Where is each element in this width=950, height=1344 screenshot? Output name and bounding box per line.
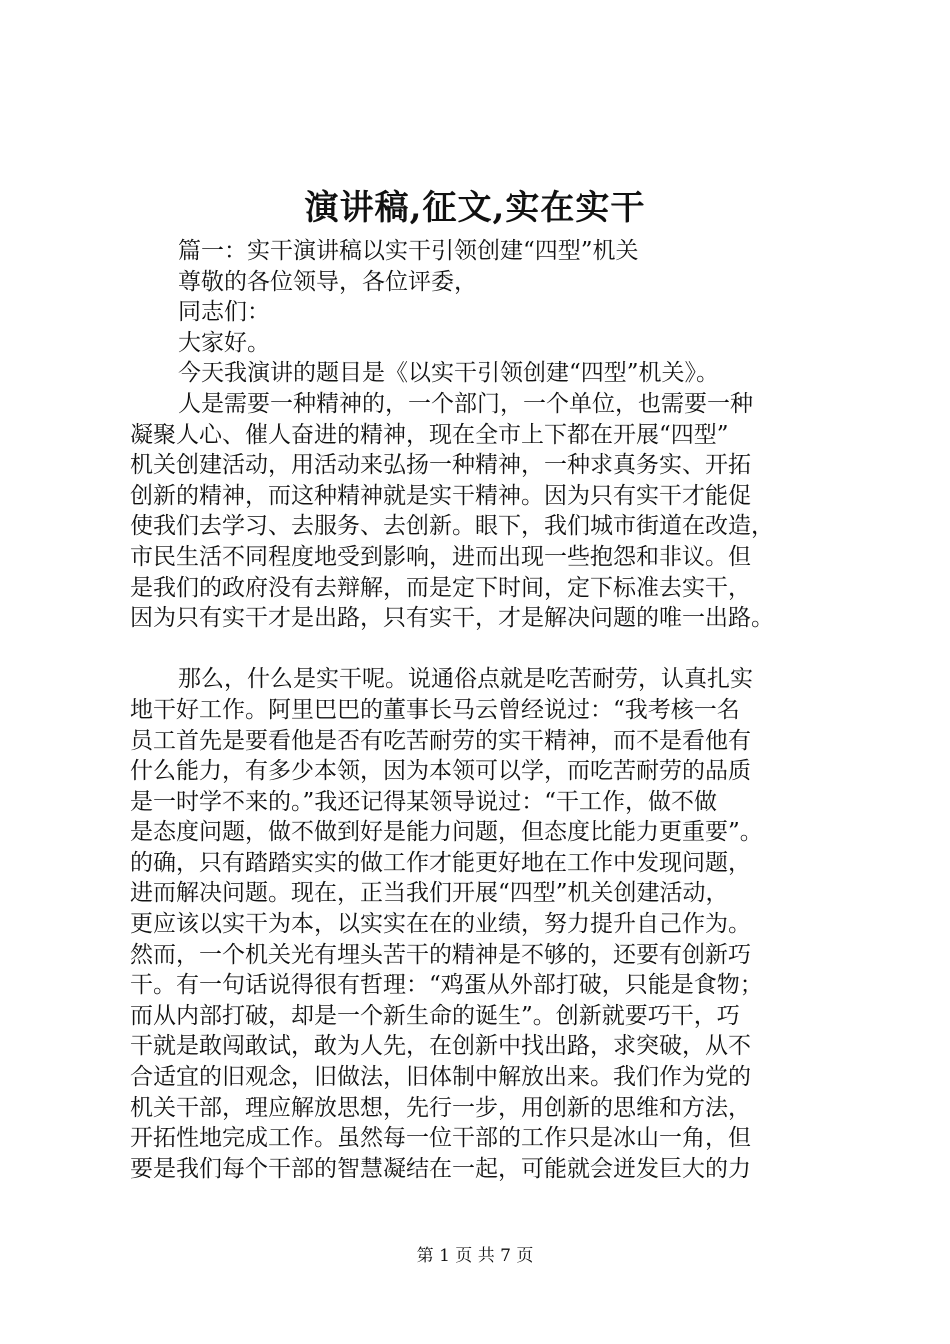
paragraph-gap (130, 634, 850, 665)
paragraph-line: 人是需要一种精神的，一个部门，一个单位，也需要一种 (178, 390, 753, 417)
paragraph-line: 机关创建活动，用活动来弘扬一种精神，一种求真务实、开拓 (130, 452, 751, 479)
paragraph-line: 使我们去学习、去服务、去创新。眼下，我们城市街道在改造， (130, 513, 774, 540)
salutation-line: 同志们： (178, 299, 270, 326)
paragraph-line: 市民生活不同程度地受到影响，进而出现一些抱怨和非议。但 (130, 543, 751, 570)
paragraph-line: 那么，什么是实干呢。说通俗点就是吃苦耐劳，认真扎实 (178, 666, 753, 693)
paragraph-line: 合适宜的旧观念，旧做法，旧体制中解放出来。我们作为党的 (130, 1064, 751, 1091)
greeting-line: 大家好。 (178, 329, 270, 356)
paragraph-line: 凝聚人心、催人奋进的精神，现在全市上下都在开展“四型” (130, 421, 729, 448)
paragraph-line: 地干好工作。阿里巴巴的董事长马云曾经说过：“我考核一名 (130, 696, 740, 723)
paragraph-line: 然而，一个机关光有埋头苦干的精神是不够的，还要有创新巧 (130, 941, 751, 968)
paragraph-line: 是我们的政府没有去辩解，而是定下时间，定下标准去实干， (130, 574, 751, 601)
paragraph-line: 因为只有实干才是出路，只有实干，才是解决问题的唯一出路。 (130, 605, 774, 632)
paragraph-line: 干。有一句话说得很有哲理：“鸡蛋从外部打破，只能是食物； (130, 972, 763, 999)
paragraph-line: 更应该以实干为本，以实实在在的业绩，努力提升自己作为。 (130, 911, 751, 938)
paragraph-line: 进而解决问题。现在，正当我们开展“四型”机关创建活动， (130, 880, 729, 907)
document-title: 演讲稿,征文,实在实干 (304, 188, 646, 228)
section-heading: 篇一：实干演讲稿以实干引领创建“四型”机关 (178, 238, 639, 264)
paragraph-line: 员工首先是要看他是否有吃苦耐劳的实干精神，而不是看他有 (130, 727, 751, 754)
paragraph-line: 干就是敢闯敢试，敢为人先，在创新中找出路，求突破，从不 (130, 1033, 751, 1060)
paragraph-line: 而从内部打破，却是一个新生命的诞生”。创新就要巧干，巧 (130, 1002, 740, 1029)
paragraph-line: 什么能力，有多少本领，因为本领可以学，而吃苦耐劳的品质 (130, 758, 751, 785)
paragraph-line: 今天我演讲的题目是《以实干引领创建“四型”机关》。 (178, 360, 720, 387)
document-body (130, 236, 850, 1184)
paragraph-line: 开拓性地完成工作。虽然每一位干部的工作只是冰山一角，但 (130, 1125, 751, 1152)
salutation-line: 尊敬的各位领导，各位评委， (178, 268, 477, 295)
paragraph-line: 要是我们每个干部的智慧凝结在一起，可能就会迸发巨大的力 (130, 1155, 751, 1182)
page-number-footer: 第 1 页 共 7 页 (416, 1246, 534, 1266)
paragraph-line: 创新的精神，而这种精神就是实干精神。因为只有实干才能促 (130, 482, 751, 509)
paragraph-line: 是一时学不来的。”我还记得某领导说过：“干工作，做不做 (130, 788, 718, 815)
paragraph-line: 是态度问题，做不做到好是能力问题，但态度比能力更重要”。 (130, 819, 763, 846)
paragraph-line: 机关干部，理应解放思想，先行一步，用创新的思维和方法， (130, 1094, 751, 1121)
paragraph-line: 的确，只有踏踏实实的做工作才能更好地在工作中发现问题， (130, 849, 751, 876)
